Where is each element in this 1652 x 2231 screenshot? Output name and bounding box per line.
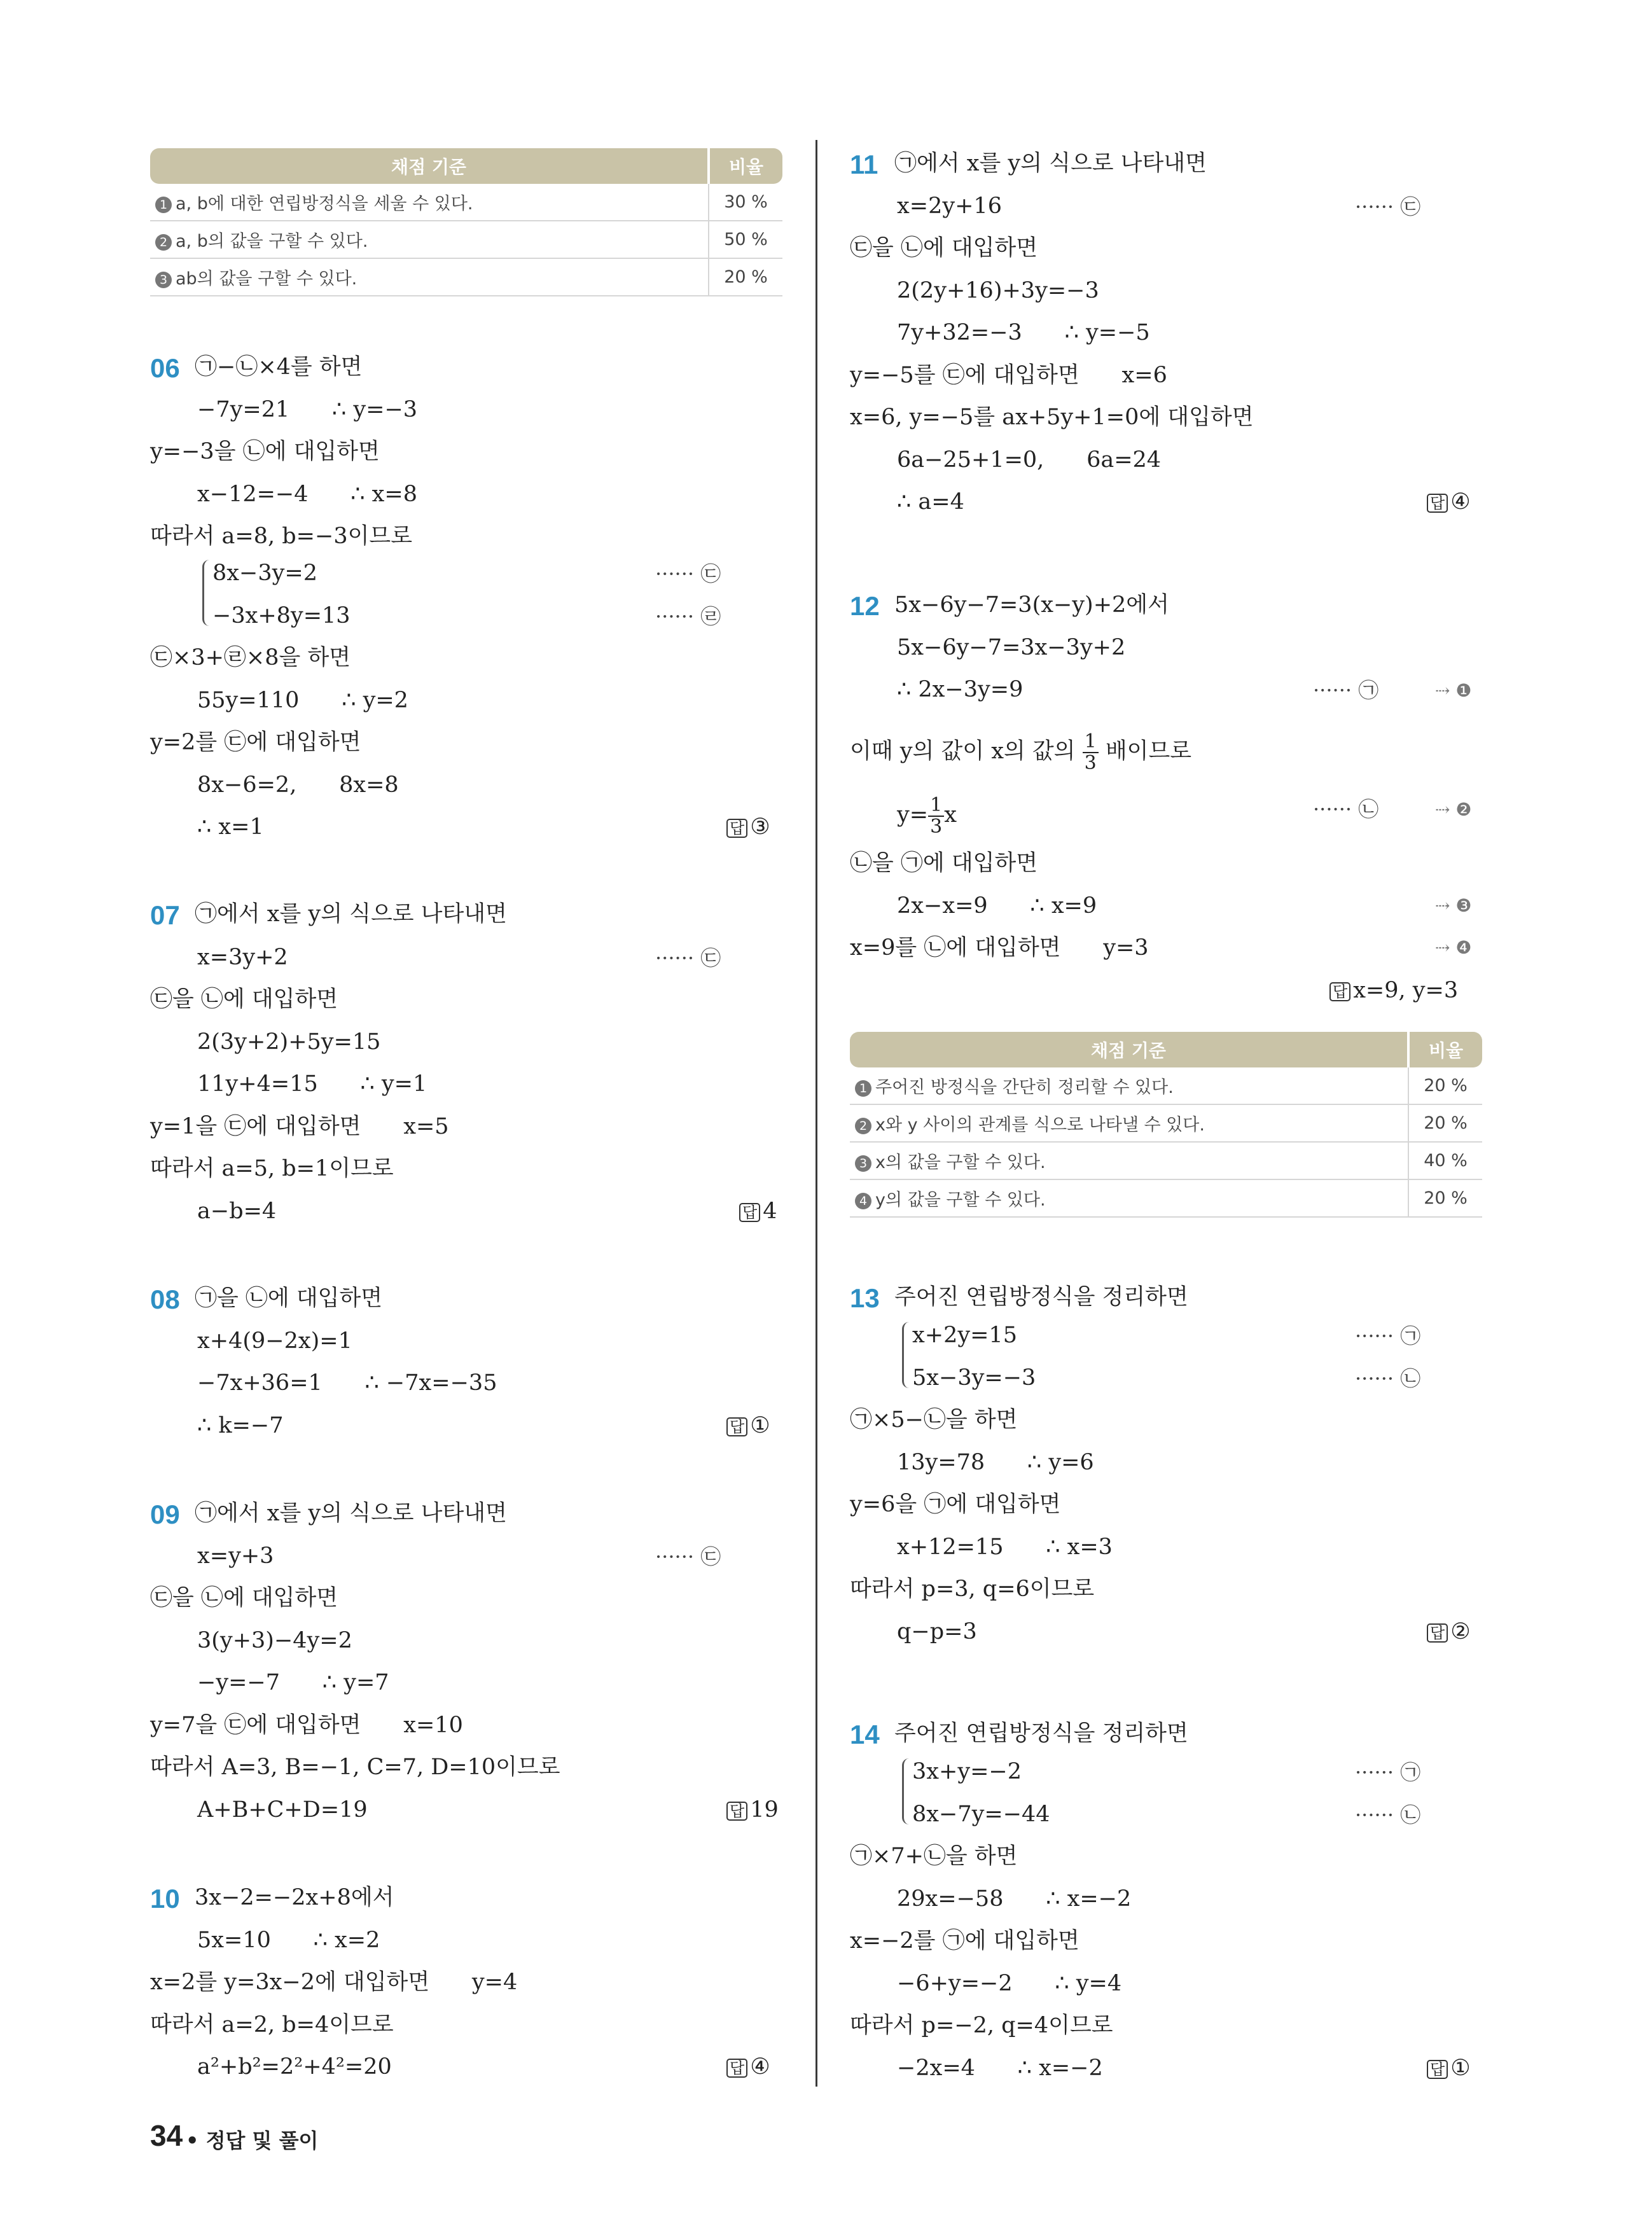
solution-line: q−p=3 (897, 1619, 977, 1644)
solution-line: y=−3을 ㉡에 대입하면 (150, 439, 380, 464)
equation-mark: ······ ㉡ (1355, 1803, 1421, 1827)
solution-line: 5x−3y=−3 (912, 1365, 1036, 1391)
step-marker: ⇢ ❶ (1435, 680, 1472, 701)
solution-line: 5x=10 ∴ x=2 (197, 1928, 380, 1953)
solution-line: 6a−25+1=0, 6a=24 (897, 447, 1162, 473)
ratio-value: 30 % (709, 184, 782, 221)
solution-line: 2(2y+16)+3y=−3 (897, 278, 1099, 303)
solution-line: ㉢×3+㉣×8을 하면 (150, 645, 351, 671)
step-number-icon: 1 (155, 197, 172, 213)
solution-line: 29x=−58 ∴ x=−2 (897, 1886, 1132, 1912)
solution-line: x+12=15 ∴ x=3 (897, 1534, 1113, 1560)
equation-mark: ······ ㉡ (1313, 797, 1379, 821)
table-row (850, 1104, 1482, 1142)
answer-icon: 답 (1329, 982, 1350, 1001)
solution-line: 이때 y의 값이 x의 값의 $\frac{1}{3}$ 배이므로 (850, 730, 1192, 774)
ratio-value: 20 % (709, 258, 782, 296)
criteria-text: 주어진 방정식을 간단히 정리할 수 있다. (875, 1078, 1174, 1097)
solution-line: 7y+32=−3 ∴ y=−5 (897, 320, 1150, 345)
solution-line: ∴ k=−7 (197, 1413, 284, 1438)
problem-number: 07 (150, 900, 180, 930)
criteria-text: ab의 값을 구할 수 있다. (176, 269, 357, 289)
table-row (850, 1179, 1482, 1217)
solution-line: 5x−6y−7=3(x−y)+2에서 (894, 592, 1169, 618)
solution-line: 주어진 연립방정식을 정리하면 (894, 1721, 1188, 1746)
solution-line: 주어진 연립방정식을 정리하면 (894, 1284, 1188, 1310)
ratio-value: 40 % (1408, 1142, 1482, 1179)
solution-line: ∴ 2x−3y=9 (897, 677, 1024, 702)
solution-line: y=7을 ㉢에 대입하면 x=10 (150, 1713, 463, 1738)
step-marker: ⇢ ❷ (1435, 799, 1472, 820)
table-row (150, 221, 782, 258)
criteria-header: 채점 기준 (150, 148, 709, 184)
answer: 답 ③ (726, 816, 770, 838)
solution-line: ㉠×5−㉡을 하면 (850, 1407, 1018, 1433)
step-number-icon: 2 (155, 234, 172, 251)
equation-mark: ······ ㉢ (655, 1545, 721, 1569)
solution-line: ㉠에서 x를 y의 식으로 나타내면 (195, 901, 507, 927)
solution-line: 11y+4=15 ∴ y=1 (197, 1071, 427, 1097)
system-brace (202, 560, 209, 626)
solution-line: −7x+36=1 ∴ −7x=−35 (197, 1370, 497, 1396)
criteria-text: x의 값을 구할 수 있다. (875, 1153, 1046, 1172)
solution-line: ∴ x=1 (197, 814, 264, 840)
solution-line: ㉠을 ㉡에 대입하면 (195, 1286, 383, 1311)
solution-line: 8x−7y=−44 (912, 1802, 1050, 1827)
answer: 답 4 (739, 1200, 777, 1223)
solution-line: 2(3y+2)+5y=15 (197, 1029, 381, 1055)
solution-line: y= $\frac{1}{3}$ x (897, 794, 957, 838)
ratio-value: 20 % (1408, 1179, 1482, 1217)
solution-line: 따라서 p=3, q=6이므로 (850, 1576, 1095, 1602)
solution-line: a²+b²=2²+4²=20 (197, 2054, 392, 2080)
solution-line: 3x+y=−2 (912, 1759, 1022, 1784)
solution-line: ㉠×7+㉡을 하면 (850, 1844, 1018, 1869)
solution-line: y=6을 ㉠에 대입하면 (850, 1492, 1061, 1517)
solution-line: 8x−3y=2 (212, 560, 317, 586)
answer: 답 ① (726, 1415, 770, 1437)
solution-line: x=6, y=−5를 ax+5y+1=0에 대입하면 (850, 405, 1254, 430)
solution-line: y=1을 ㉢에 대입하면 x=5 (150, 1114, 449, 1139)
answer-icon: 답 (1427, 2060, 1448, 2079)
problem-number: 11 (850, 149, 878, 179)
answer: 답 ④ (726, 2056, 770, 2078)
criteria-header: 채점 기준 (850, 1032, 1408, 1067)
ratio-value: 20 % (1408, 1067, 1482, 1104)
solution-line: ㉠에서 x를 y의 식으로 나타내면 (195, 1501, 507, 1526)
answer: 답 ① (1427, 2057, 1471, 2080)
solution-line: ∴ a=4 (897, 489, 964, 515)
step-number-icon: 1 (855, 1080, 871, 1097)
solution-line: ㉠에서 x를 y의 식으로 나타내면 (894, 151, 1207, 176)
step-number-icon: 3 (855, 1155, 871, 1172)
table-row (150, 184, 782, 221)
solution-line: ㉢을 ㉡에 대입하면 (150, 987, 338, 1012)
system-brace (902, 1758, 909, 1824)
solution-line: x=2를 y=3x−2에 대입하면 y=4 (150, 1970, 518, 1995)
equation-mark: ······ ㉣ (655, 604, 721, 629)
solution-line: 따라서 p=−2, q=4이므로 (850, 2013, 1113, 2038)
solution-line: 13y=78 ∴ y=6 (897, 1450, 1094, 1475)
solution-line: 3(y+3)−4y=2 (197, 1628, 352, 1653)
criteria-text: y의 값을 구할 수 있다. (875, 1190, 1046, 1210)
solution-line: x=2y+16 (897, 193, 1002, 219)
fraction: $\frac{1}{3}$ (1083, 732, 1099, 773)
page-number: 34 (150, 2119, 183, 2152)
problem-number: 08 (150, 1284, 180, 1314)
criteria-text: a, b에 대한 연립방정식을 세울 수 있다. (176, 194, 473, 214)
problem-number: 09 (150, 1499, 180, 1529)
answer-icon: 답 (726, 819, 747, 838)
solution-line: a−b=4 (197, 1199, 277, 1224)
solution-line: y=−5를 ㉢에 대입하면 x=6 (850, 363, 1167, 388)
table-row (850, 1142, 1482, 1179)
problem-number: 13 (850, 1283, 880, 1313)
solution-line: −y=−7 ∴ y=7 (197, 1670, 389, 1695)
column-divider (816, 140, 817, 2087)
answer-icon: 답 (739, 1203, 760, 1222)
solution-line: 2x−x=9 ∴ x=9 (897, 893, 1097, 919)
solution-line: ㉡을 ㉠에 대입하면 (850, 851, 1038, 876)
solution-line: 따라서 a=2, b=4이므로 (150, 2012, 394, 2038)
ratio-value: 20 % (1408, 1104, 1482, 1142)
answer-icon: 답 (726, 2059, 747, 2078)
equation-mark: ······ ㉠ (1355, 1324, 1421, 1348)
solution-line: 따라서 A=3, B=−1, C=7, D=10이므로 (150, 1755, 560, 1780)
equation-mark: ······ ㉠ (1313, 678, 1379, 702)
problem-number: 06 (150, 353, 180, 383)
solution-line: ㉢을 ㉡에 대입하면 (850, 235, 1038, 261)
step-number-icon: 2 (855, 1118, 871, 1134)
solution-line: x+2y=15 (912, 1323, 1017, 1348)
solution-line: 따라서 a=8, b=−3이므로 (150, 524, 413, 549)
equation-mark: ······ ㉢ (655, 562, 721, 586)
fraction: $\frac{1}{3}$ (928, 795, 944, 837)
ratio-header: 비율 (1408, 1032, 1482, 1067)
equation-mark: ······ ㉢ (1355, 195, 1421, 219)
solution-line: 8x−6=2, 8x=8 (197, 772, 399, 798)
solution-line: 따라서 a=5, b=1이므로 (150, 1156, 394, 1181)
page-section-title: • 정답 및 풀이 (186, 2129, 319, 2153)
table-row (150, 258, 782, 296)
solution-line: x=9를 ㉡에 대입하면 y=3 (850, 935, 1149, 961)
solution-line: 5x−6y−7=3x−3y+2 (897, 635, 1126, 660)
solution-line: A+B+C+D=19 (197, 1797, 368, 1823)
problem-number: 14 (850, 1720, 880, 1749)
solution-line: x−12=−4 ∴ x=8 (197, 482, 418, 507)
solution-line: x=y+3 (197, 1543, 274, 1569)
ratio-header: 비율 (709, 148, 782, 184)
problem-number: 10 (150, 1884, 180, 1914)
criteria-table-1 (150, 148, 782, 296)
solution-line: y=2를 ㉢에 대입하면 (150, 730, 361, 755)
criteria-text: a, b의 값을 구할 수 있다. (176, 232, 368, 251)
answer-icon: 답 (1427, 494, 1448, 513)
answer: 답 ④ (1427, 491, 1471, 513)
equation-mark: ······ ㉡ (1355, 1366, 1421, 1391)
answer: 답 x=9, y=3 (1329, 980, 1458, 1002)
problem-number: 12 (850, 591, 880, 621)
table-row (850, 1067, 1482, 1104)
solution-line: x=3y+2 (197, 945, 288, 970)
system-brace (902, 1322, 909, 1388)
solution-line: −3x+8y=13 (212, 603, 351, 629)
ratio-value: 50 % (709, 221, 782, 258)
solution-line: −7y=21 ∴ y=−3 (197, 397, 418, 422)
answer: 답 ② (1427, 1621, 1471, 1643)
answer-icon: 답 (726, 1802, 747, 1821)
criteria-text: x와 y 사이의 관계를 식으로 나타낼 수 있다. (875, 1115, 1205, 1135)
solution-line: −6+y=−2 ∴ y=4 (897, 1971, 1122, 1996)
step-number-icon: 3 (155, 272, 172, 288)
solution-line: 55y=110 ∴ y=2 (197, 688, 408, 713)
solution-line: −2x=4 ∴ x=−2 (897, 2055, 1103, 2081)
answer-icon: 답 (1427, 1623, 1448, 1643)
solution-line: ㉢을 ㉡에 대입하면 (150, 1585, 338, 1611)
solution-line: x+4(9−2x)=1 (197, 1328, 352, 1354)
solution-line: 3x−2=−2x+8에서 (195, 1885, 394, 1910)
answer-icon: 답 (726, 1417, 747, 1436)
solution-line: x=−2를 ㉠에 대입하면 (850, 1928, 1079, 1954)
equation-mark: ······ ㉢ (655, 946, 721, 970)
step-marker: ⇢ ❹ (1435, 937, 1472, 958)
step-marker: ⇢ ❸ (1435, 895, 1472, 916)
equation-mark: ······ ㉠ (1355, 1760, 1421, 1784)
step-number-icon: 4 (855, 1193, 871, 1209)
criteria-table-2 (850, 1032, 1482, 1218)
answer: 답 19 (726, 1799, 779, 1821)
solution-line: ㉠−㉡×4를 하면 (195, 354, 363, 380)
